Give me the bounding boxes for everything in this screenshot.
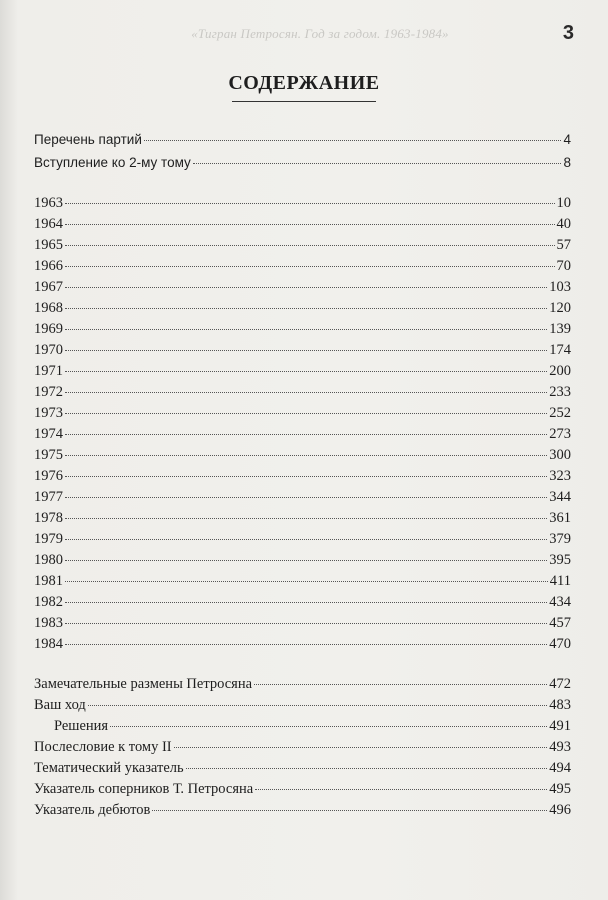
toc-entry-1979[interactable]: 1979 379 bbox=[34, 531, 571, 547]
toc-entry-1967[interactable]: 1967 103 bbox=[34, 279, 571, 295]
toc-entry-afterword[interactable]: Послесловие к тому II 493 bbox=[34, 739, 571, 755]
toc-entry-1968[interactable]: 1968 120 bbox=[34, 300, 571, 316]
toc-entry-1972[interactable]: 1972 233 bbox=[34, 384, 571, 400]
toc-entry-solutions[interactable]: Решения 491 bbox=[54, 718, 571, 734]
toc-entry-1965[interactable]: 1965 57 bbox=[34, 237, 571, 253]
toc-entry-introduction[interactable]: Вступление ко 2-му тому 8 bbox=[34, 155, 571, 170]
toc-entry-1978[interactable]: 1978 361 bbox=[34, 510, 571, 526]
toc-entry-exchanges[interactable]: Замечательные размены Петросяна 472 bbox=[34, 676, 571, 692]
toc-entry-1969[interactable]: 1969 139 bbox=[34, 321, 571, 337]
toc-entry-your-move[interactable]: Ваш ход 483 bbox=[34, 697, 571, 713]
toc-entry-1963[interactable]: 1963 10 bbox=[34, 195, 571, 211]
toc-entry-openings-index[interactable]: Указатель дебютов 496 bbox=[34, 802, 571, 818]
toc-entry-1977[interactable]: 1977 344 bbox=[34, 489, 571, 505]
toc-entry-game-list[interactable]: Перечень партий 4 bbox=[34, 132, 571, 147]
toc-entry-1974[interactable]: 1974 273 bbox=[34, 426, 571, 442]
toc-entry-1966[interactable]: 1966 70 bbox=[34, 258, 571, 274]
toc-entry-1964[interactable]: 1964 40 bbox=[34, 216, 571, 232]
page-number: 3 bbox=[562, 22, 574, 44]
toc-entry-thematic-index[interactable]: Тематический указатель 494 bbox=[34, 760, 571, 776]
page-title: СОДЕРЖАНИЕ bbox=[228, 72, 380, 94]
toc-entry-1983[interactable]: 1983 457 bbox=[34, 615, 571, 631]
toc-entry-1984[interactable]: 1984 470 bbox=[34, 636, 571, 652]
toc-entry-1975[interactable]: 1975 300 bbox=[34, 447, 571, 463]
toc-entry-1973[interactable]: 1973 252 bbox=[34, 405, 571, 421]
running-header: «Тигран Петросян. Год за годом. 1963-1984» bbox=[191, 26, 449, 41]
toc-entry-1976[interactable]: 1976 323 bbox=[34, 468, 571, 484]
toc-entry-1970[interactable]: 1970 174 bbox=[34, 342, 571, 358]
toc-entry-1980[interactable]: 1980 395 bbox=[34, 552, 571, 568]
toc-entry-opponents-index[interactable]: Указатель соперников Т. Петросяна 495 bbox=[34, 781, 571, 797]
toc-entry-1981[interactable]: 1981 411 bbox=[34, 573, 571, 589]
toc-entry-1971[interactable]: 1971 200 bbox=[34, 363, 571, 379]
toc-entry-1982[interactable]: 1982 434 bbox=[34, 594, 571, 610]
